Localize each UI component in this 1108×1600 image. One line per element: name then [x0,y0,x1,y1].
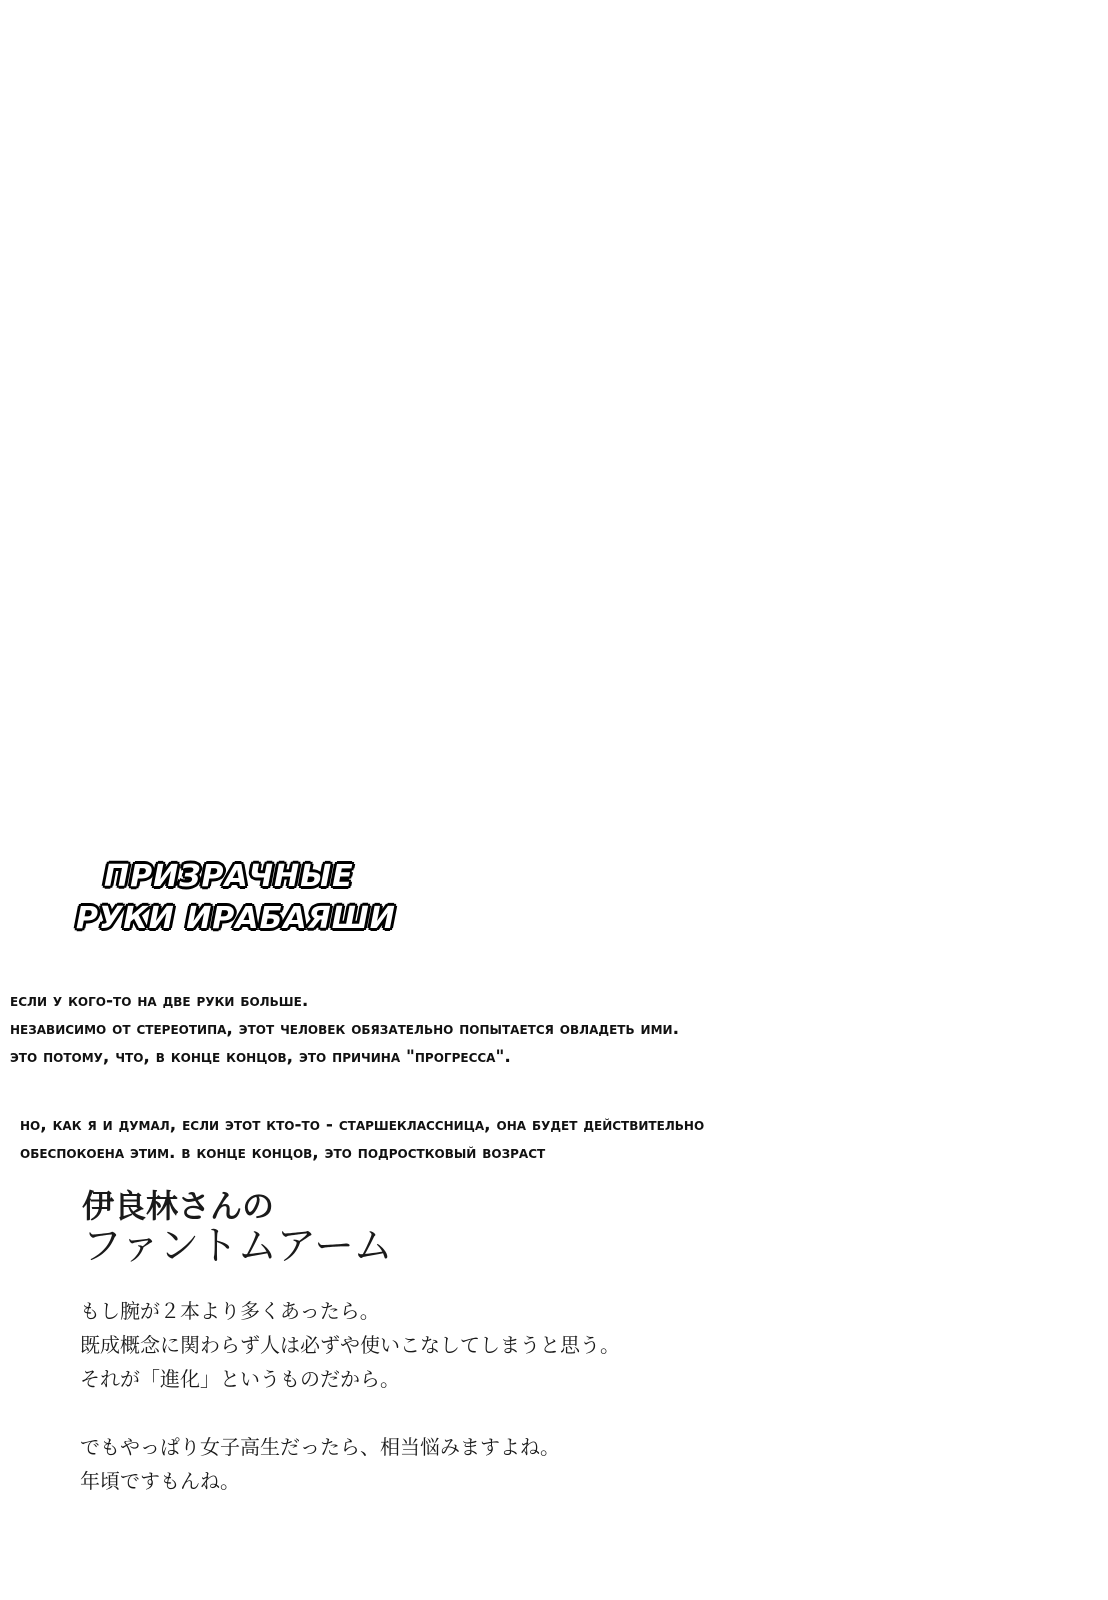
russian-title-line-1: ПРИЗРАЧНЫЕ [104,859,354,894]
russian-paragraph-2-line: обеспокоена этим. в конце концов, это подростковый возраст [20,1143,546,1163]
russian-paragraph-1 [10,987,679,1071]
russian-paragraph-1-line: это потому, что, в конце концов, это причина "прогресса". [10,1047,511,1067]
japanese-paragraph-1-line: 既成概念に関わらず人は必ずや使いこなしてしまうと思う。 [80,1333,620,1357]
japanese-title-line-1: 伊良林さんの [82,1187,275,1225]
russian-paragraph-1-line: независимо от стереотипа, этот человек обязательно попытается овладеть ими. [10,1019,680,1039]
japanese-paragraph-1-line: それが「進化」というものだから。 [80,1367,400,1391]
russian-paragraph-2 [20,1111,704,1167]
japanese-paragraph-1 [80,1294,620,1396]
japanese-paragraph-1-line: もし腕が２本より多くあったら。 [80,1299,380,1323]
japanese-paragraph-2-line: でもやっぱり女子高生だったら、相当悩みますよね。 [80,1435,560,1459]
russian-paragraph-2-line: но, как я и думал, если этот кто-то - старшеклассница, она будет действительно [20,1115,705,1135]
russian-paragraph-1-line: если у кого-то на две руки больше. [10,991,309,1011]
japanese-paragraph-2 [80,1430,560,1498]
japanese-paragraph-2-line: 年頃ですもんね。 [80,1469,240,1493]
japanese-title-line-2: ファントムアーム [82,1223,392,1269]
russian-title-line-2: РУКИ ИРАБАЯШИ [76,901,396,936]
